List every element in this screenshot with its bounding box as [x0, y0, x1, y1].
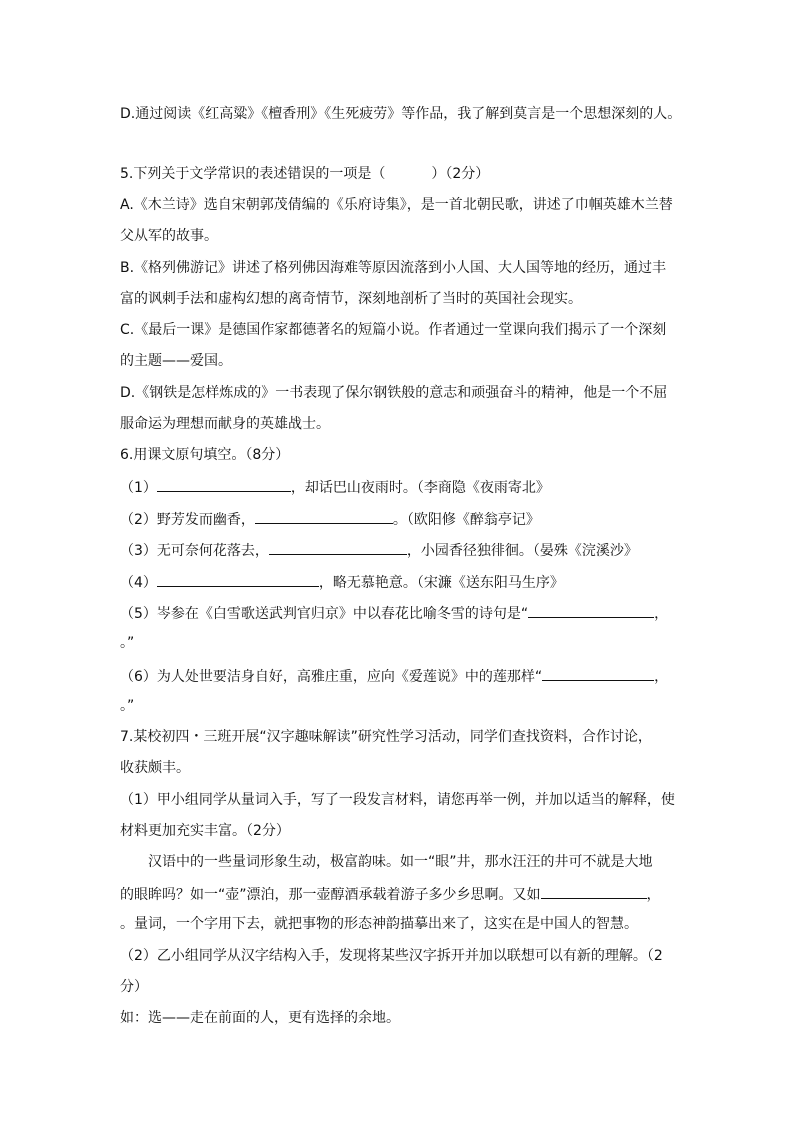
q7-stem-line1: 7.某校初四・三班开展“汉字趣味解读”研究性学习活动，同学们查找资料，合作讨论，: [120, 729, 652, 745]
q7-stem-line2: 收获颇丰。: [120, 760, 190, 776]
q5-option-b-line2: 富的讽刺手法和虚构幻想的离奇情节，深刻地剖析了当时的英国社会现实。: [120, 291, 582, 307]
q5-stem: [120, 164, 489, 184]
q6-item-5-text: （5）岑参在《白雪歌送武判官归京》中以春花比喻冬雪的诗句是“: [120, 606, 529, 622]
q7-material-blank[interactable]: [541, 883, 647, 899]
q6-item-6-close: 。”: [120, 698, 135, 714]
q5-stem-text: 5.下列关于文学常识的表述错误的一项是（: [120, 166, 386, 182]
q6-item-2-text-b: 。（欧阳修《醉翁亭记》: [392, 512, 540, 528]
q6-item-6: [120, 665, 668, 685]
q7-material-line2-text: 的眼眸吗？如一“壶”漂泊，那一壶醇酒承载着游子多少乡思啊。又如: [120, 887, 541, 903]
q5-stem-score: ）（2分）: [431, 166, 490, 182]
q6-item-6-cont: [120, 696, 134, 716]
q6-item-5-comma: ，: [654, 606, 669, 622]
q6-item-3: [120, 539, 638, 559]
q5-option-c-line2: 的主题——爱国。: [120, 353, 232, 369]
q7-material-comma: ，: [646, 887, 661, 903]
q6-item-1: [120, 476, 550, 496]
q6-item-3-text-a: （3）无可奈何花落去，: [120, 543, 269, 559]
q6-item-5: [120, 602, 668, 622]
q5-option-a-line2: 父从军的故事。: [120, 228, 218, 244]
q6-item-6-comma: ，: [654, 669, 669, 685]
q5-option-b-line1: B.《格列佛游记》讲述了格列佛因海难等原因流落到小人国、大人国等地的经历，通过丰: [120, 260, 667, 276]
q6-item-1-text: ，却话巴山夜雨时。（李商隐《夜雨寄北》: [290, 480, 550, 496]
q6-item-4: [120, 571, 564, 591]
q7-material-line1: 汉语中的一些量词形象生动，极富韵味。如一“眼”井，那水汪汪的井可不就是大地: [148, 854, 653, 870]
q7-part2-line2: 分）: [120, 979, 148, 995]
q7-example: 如：选——走在前面的人，更有选择的余地。: [120, 1010, 400, 1026]
q6-item-4-blank[interactable]: [157, 571, 319, 587]
q6-item-4-text: ，略无慕艳意。（宋濂《送东阳马生序》: [318, 575, 564, 591]
q6-item-2: [120, 508, 540, 528]
q5-option-c-line1: C.《最后一课》是德国作家都德著名的短篇小说。作者通过一堂课向我们揭示了一个深刻: [120, 322, 667, 338]
q6-item-5-cont: [120, 633, 134, 653]
q6-item-3-blank[interactable]: [269, 539, 407, 555]
q6-item-2-blank[interactable]: [255, 508, 393, 524]
q5-option-d-line1: D.《钢铁是怎样炼成的》一书表现了保尔钢铁般的意志和顽强奋斗的精神，他是一个不屈: [120, 385, 668, 401]
q7-material-line2: [120, 883, 661, 903]
q6-item-6-blank-1[interactable]: [542, 665, 654, 681]
q4-option-d: D.通过阅读《红高粱》《檀香刑》《生死疲劳》等作品，我了解到莫言是一个思想深刻的人。: [120, 106, 682, 122]
q6-item-4-label: （4）: [120, 575, 157, 591]
q6-item-3-text-b: ，小园香径独徘徊。（晏殊《浣溪沙》: [406, 543, 638, 559]
q6-item-6-text: （6）为人处世要洁身自好，高雅庄重，应向《爱莲说》中的莲那样“: [120, 669, 543, 685]
q7-part1-line2: 材料更加充实丰富。（2分）: [120, 823, 290, 839]
q6-item-2-text-a: （2）野芳发而幽香，: [120, 512, 255, 528]
q6-item-1-blank[interactable]: [157, 476, 291, 492]
q6-item-5-close: 。”: [120, 635, 135, 651]
q7-part2-line1: （2）乙小组同学从汉字结构入手，发现将某些汉字拆开并加以联想可以有新的理解。（2: [120, 948, 663, 964]
q6-item-5-blank-1[interactable]: [528, 602, 654, 618]
q6-title: 6.用课文原句填空。（8分）: [120, 447, 290, 463]
q5-option-a-line1: A.《木兰诗》选自宋朝郭茂倩编的《乐府诗集》，是一首北朝民歌，讲述了巾帼英雄木兰替: [120, 197, 673, 213]
q7-material-line3: 。量词，一个字用下去，就把事物的形态神韵描摹出来了，这实在是中国人的智慧。: [120, 916, 638, 932]
q5-option-d-line2: 服命运为理想而献身的英雄战士。: [120, 416, 330, 432]
q7-part1-line1: （1）甲小组同学从量词入手，写了一段发言材料，请您再举一例，并加以适当的解释，使: [120, 792, 675, 808]
q6-item-1-label: （1）: [120, 480, 157, 496]
